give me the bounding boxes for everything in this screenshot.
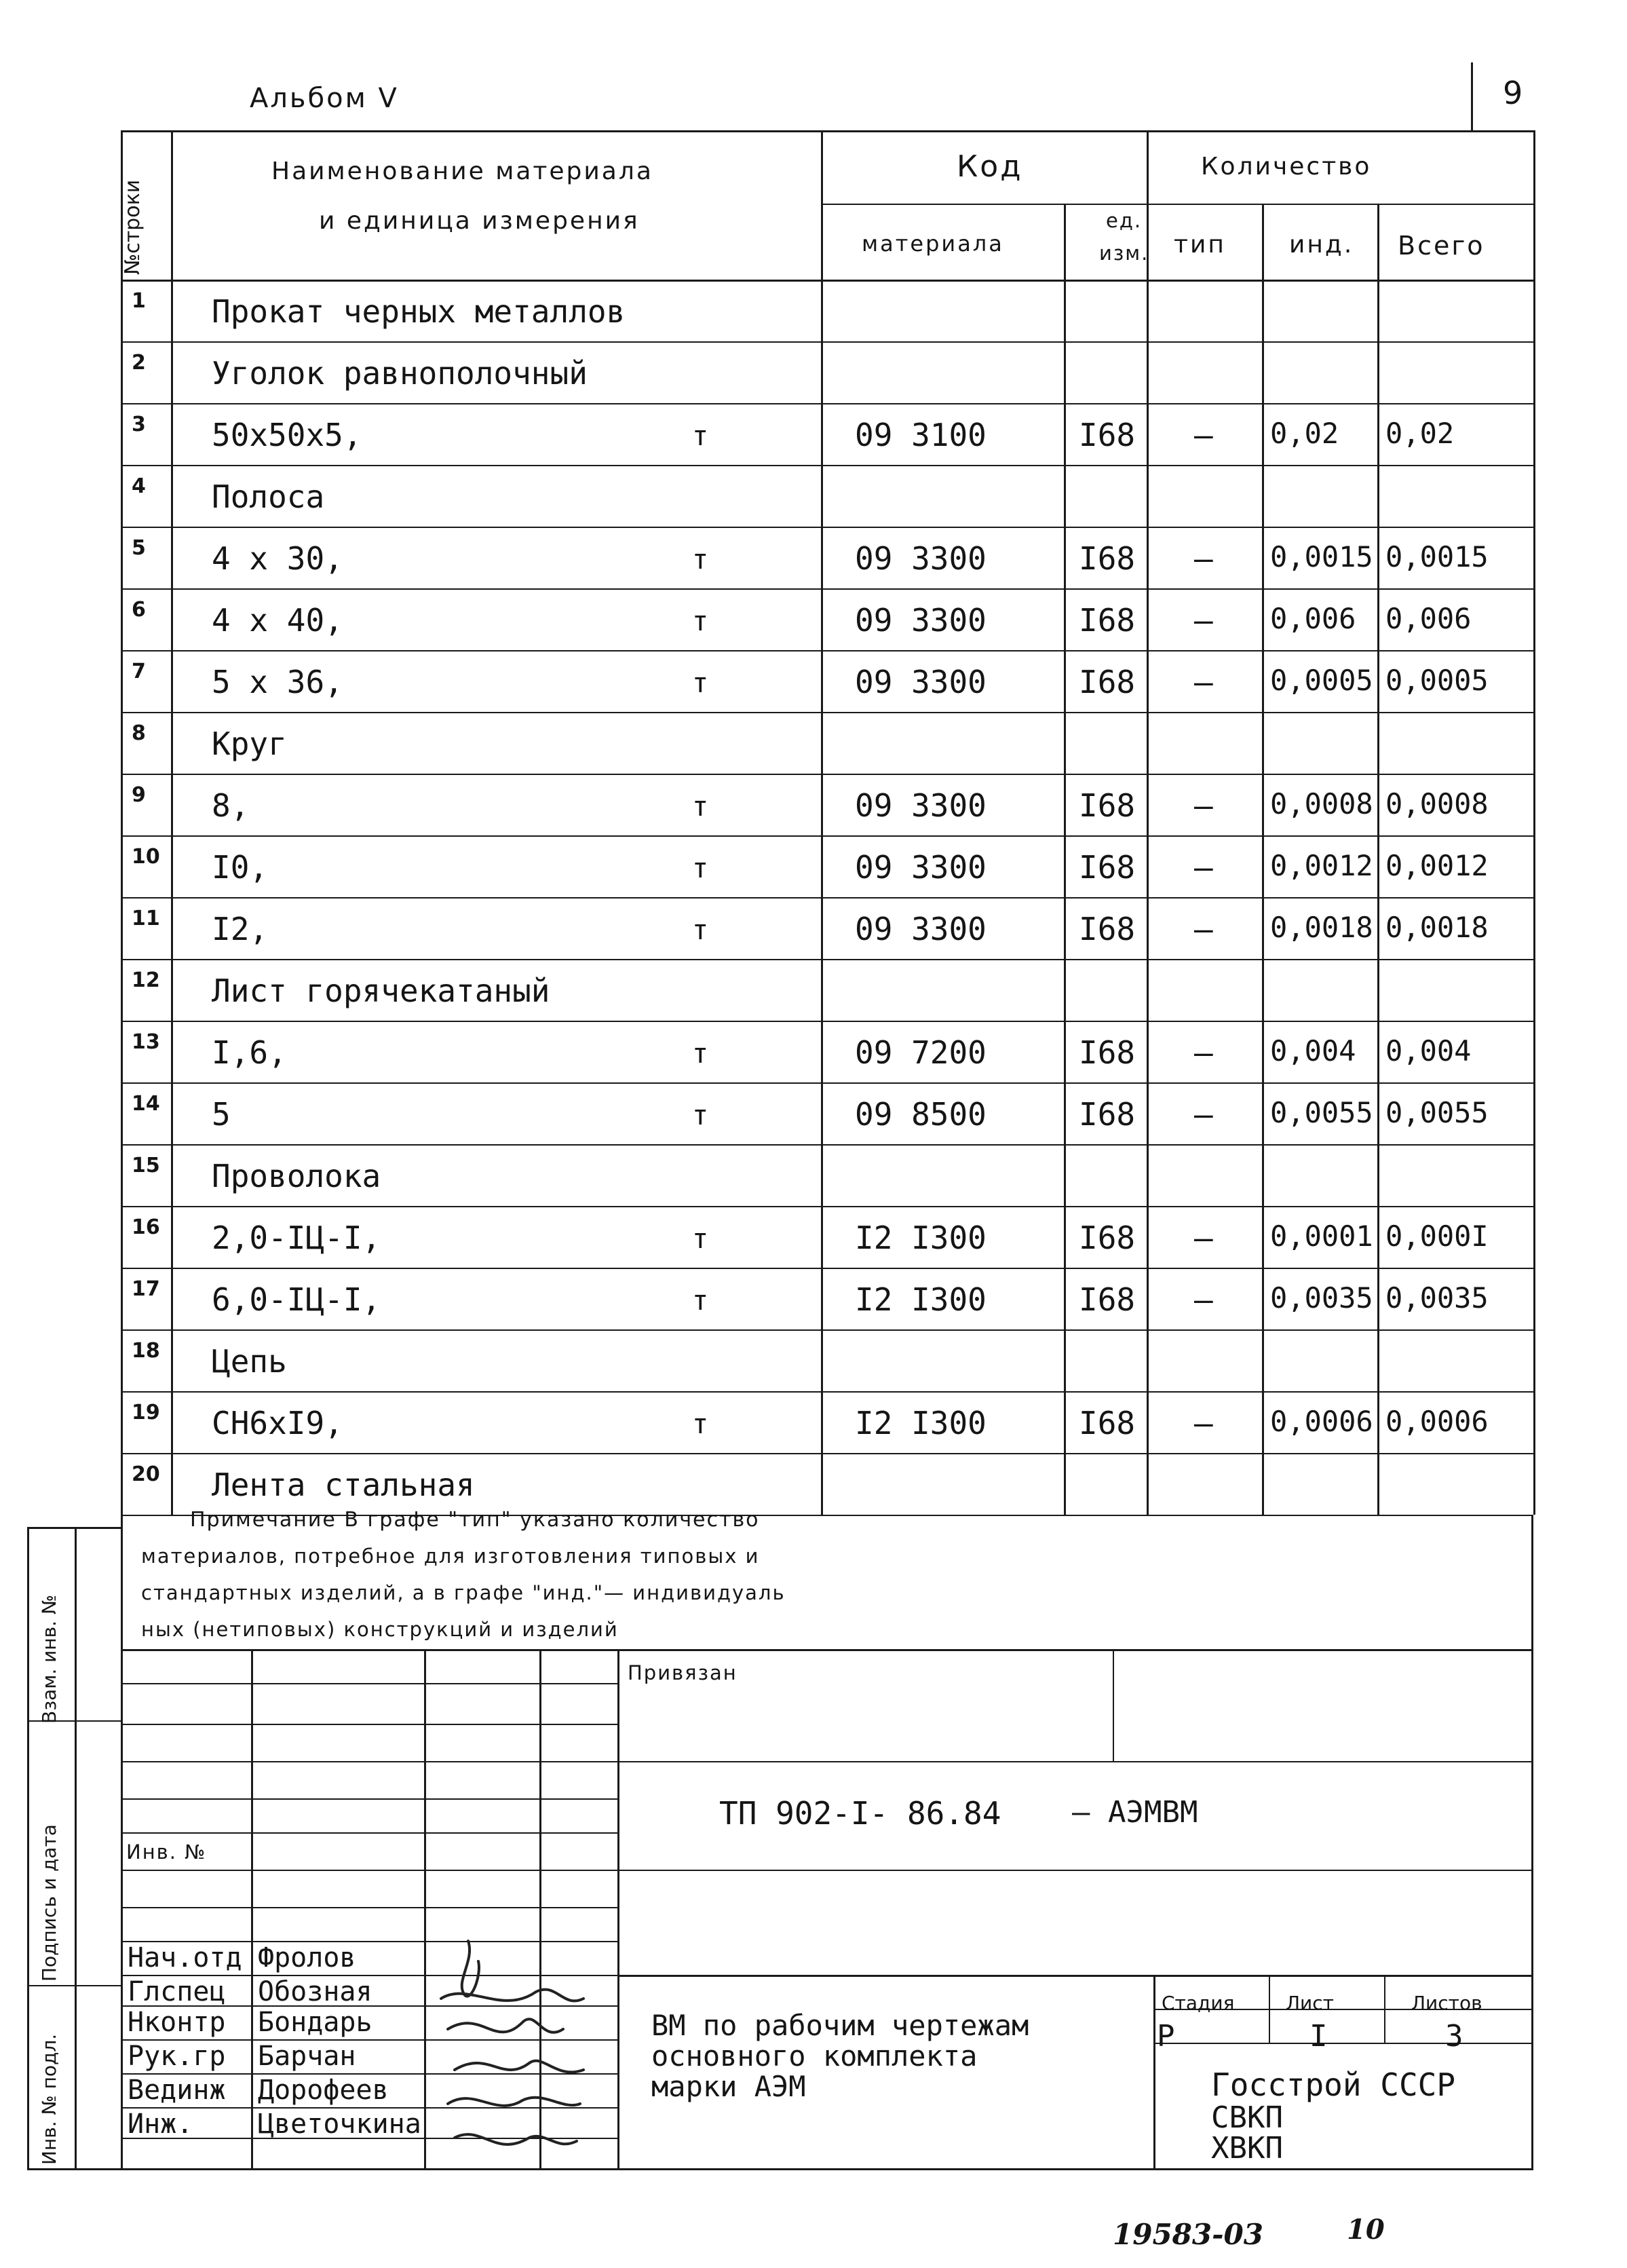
col-header-name-1: Наименование материала xyxy=(271,157,653,185)
material-unit: т xyxy=(692,1285,709,1317)
qty-ind: 0,0035 xyxy=(1270,1281,1373,1315)
unit-code: I68 xyxy=(1079,1220,1136,1256)
material-name: I2, xyxy=(212,911,269,947)
table-row-rule xyxy=(121,1329,1533,1331)
qty-total: 0,0015 xyxy=(1385,540,1489,573)
material-unit: т xyxy=(692,544,709,575)
stamp-title-1: ВМ по рабочим чертежам xyxy=(651,2009,1029,2042)
stamp-bottom-border xyxy=(121,2168,1533,2170)
stamp-title-3: марки АЭМ xyxy=(651,2070,806,2103)
stamp-row-rule xyxy=(121,1761,617,1762)
stamp-right-border xyxy=(1531,1515,1533,2168)
material-name: 8, xyxy=(212,787,250,824)
qty-ind: 0,02 xyxy=(1270,417,1339,450)
signature-role: Нконтр xyxy=(128,2007,226,2038)
unit-code: I68 xyxy=(1079,1096,1136,1133)
side-strip-rule-2 xyxy=(27,1985,121,1986)
material-name: 4 x 30, xyxy=(212,540,343,577)
table-column-rule xyxy=(1064,204,1066,1515)
material-name: Проволока xyxy=(212,1158,381,1194)
stamp-stage-col-2 xyxy=(1384,1975,1385,2043)
col-header-quantity: Количество xyxy=(1201,153,1372,181)
table-row-rule xyxy=(121,774,1533,775)
footer-archive-number: 19583-03 xyxy=(1113,2218,1263,2251)
qty-type: – xyxy=(1194,911,1213,947)
stamp-doc-code: ТП 902-I- 86.84 xyxy=(719,1795,1001,1832)
qty-total: 0,000I xyxy=(1385,1220,1489,1253)
table-column-rule xyxy=(1377,204,1379,1515)
row-number: 2 xyxy=(132,351,146,375)
stamp-row-rule xyxy=(121,1798,617,1800)
stamp-inv-label: Инв. № xyxy=(126,1840,207,1864)
row-number: 5 xyxy=(132,536,146,560)
qty-total: 0,0008 xyxy=(1385,787,1489,820)
side-label-inv-orig: Инв. № подл. xyxy=(38,2033,60,2165)
material-name: Прокат черных металлов xyxy=(212,293,626,330)
col-header-qty-type: тип xyxy=(1174,231,1226,259)
qty-total: 0,0035 xyxy=(1385,1281,1489,1315)
material-unit: т xyxy=(692,1409,709,1440)
side-label-signature-date: Подпись и дата xyxy=(38,1824,60,1982)
table-row-rule xyxy=(121,712,1533,713)
material-name: 2,0-IЦ-I, xyxy=(212,1220,381,1256)
row-number: 13 xyxy=(132,1030,160,1054)
material-unit: т xyxy=(692,1100,709,1131)
table-row-rule xyxy=(121,650,1533,651)
qty-ind: 0,0012 xyxy=(1270,849,1373,882)
row-number: 12 xyxy=(132,968,160,992)
table-column-rule xyxy=(171,130,173,1515)
row-number: 4 xyxy=(132,474,146,498)
stamp-title-2: основного комплекта xyxy=(651,2039,978,2073)
signature-name: Бондарь xyxy=(258,2007,372,2038)
material-code: I2 I300 xyxy=(855,1220,987,1256)
unit-code: I68 xyxy=(1079,1034,1136,1071)
signature-role: Глспец xyxy=(128,1976,226,2007)
table-column-rule xyxy=(1533,130,1535,1515)
material-code: I2 I300 xyxy=(855,1281,987,1318)
table-row-rule xyxy=(121,403,1533,404)
row-number: 18 xyxy=(132,1339,160,1363)
material-unit: т xyxy=(692,853,709,884)
table-top-border xyxy=(121,130,1533,132)
material-name: 5 x 36, xyxy=(212,664,343,700)
table-row-rule xyxy=(121,1391,1533,1393)
qty-type: – xyxy=(1194,1220,1213,1256)
signature-name: Фролов xyxy=(258,1942,356,1973)
qty-ind: 0,0015 xyxy=(1270,540,1373,573)
note-bottom-rule xyxy=(121,1649,1533,1651)
material-code: I2 I300 xyxy=(855,1405,987,1441)
material-code: 09 3300 xyxy=(855,602,987,639)
material-name: 4 x 40, xyxy=(212,602,343,639)
material-name: Круг xyxy=(212,725,287,762)
stamp-title-divider xyxy=(1153,1975,1155,2168)
col-header-unit-1: ед. xyxy=(1106,209,1143,232)
signature-name: Барчан xyxy=(258,2041,356,2072)
table-row-rule xyxy=(121,1453,1533,1454)
qty-ind: 0,006 xyxy=(1270,602,1356,635)
unit-code: I68 xyxy=(1079,664,1136,700)
col-header-name-2: и единица измерения xyxy=(319,207,640,235)
qty-type: – xyxy=(1194,540,1213,577)
qty-total: 0,0018 xyxy=(1385,911,1489,944)
side-strip-top xyxy=(27,1527,121,1529)
note-line-2: материалов, потребное для изготовления типовых и xyxy=(141,1545,760,1568)
qty-type: – xyxy=(1194,1405,1213,1441)
qty-type: – xyxy=(1194,1281,1213,1318)
stamp-row-rule xyxy=(121,1832,617,1834)
table-row-rule xyxy=(121,1206,1533,1207)
stamp-rule-title-top xyxy=(617,1975,1533,1977)
qty-type: – xyxy=(1194,664,1213,700)
row-number: 6 xyxy=(132,598,146,622)
row-number: 20 xyxy=(132,1462,160,1486)
table-row-rule xyxy=(121,1268,1533,1269)
signature-role: Инж. xyxy=(128,2109,193,2140)
qty-total: 0,0012 xyxy=(1385,849,1489,882)
note-line-1: Примечание В графе "тип" указано количество xyxy=(190,1508,760,1532)
material-code: 09 3300 xyxy=(855,787,987,824)
stamp-column-rule xyxy=(617,1649,619,2168)
side-label-replace-inv: Взам. инв. № xyxy=(38,1594,60,1724)
material-name: 6,0-IЦ-I, xyxy=(212,1281,381,1318)
header-bottom-rule xyxy=(121,280,1533,282)
material-name: I,6, xyxy=(212,1034,287,1071)
stamp-sheets-label: Листов xyxy=(1411,1992,1482,2014)
qty-ind: 0,0005 xyxy=(1270,664,1373,697)
unit-code: I68 xyxy=(1079,540,1136,577)
qty-ind: 0,0018 xyxy=(1270,911,1373,944)
qty-type: – xyxy=(1194,1034,1213,1071)
stamp-org-3: ХВКП xyxy=(1211,2131,1283,2166)
material-name: Лента стальная xyxy=(212,1467,475,1503)
page-number: 9 xyxy=(1503,75,1523,111)
stamp-left-border xyxy=(121,1649,123,2168)
material-unit: т xyxy=(692,1224,709,1255)
stamp-sheets-value: 3 xyxy=(1445,2019,1463,2054)
qty-type: – xyxy=(1194,602,1213,639)
qty-total: 0,0006 xyxy=(1385,1405,1489,1438)
qty-ind: 0,004 xyxy=(1270,1034,1356,1067)
stamp-stage-col-1 xyxy=(1269,1975,1270,2043)
material-unit: т xyxy=(692,421,709,452)
signature-name: Обозная xyxy=(258,1976,372,2007)
signature-name: Дорофеев xyxy=(258,2075,389,2106)
table-row-rule xyxy=(121,835,1533,837)
table-row-rule xyxy=(121,959,1533,960)
qty-total: 0,02 xyxy=(1385,417,1455,450)
material-code: 09 3300 xyxy=(855,849,987,886)
row-number: 19 xyxy=(132,1401,160,1424)
qty-type: – xyxy=(1194,787,1213,824)
table-row-rule xyxy=(121,341,1533,343)
qty-total: 0,0055 xyxy=(1385,1096,1489,1129)
col-header-rownum: №строки xyxy=(121,179,145,275)
qty-type: – xyxy=(1194,849,1213,886)
qty-type: – xyxy=(1194,417,1213,453)
signature-name: Цветочкина xyxy=(258,2109,421,2140)
footer-page-ref: 10 xyxy=(1347,2214,1385,2246)
table-column-rule xyxy=(121,130,123,1515)
table-row-rule xyxy=(121,588,1533,590)
stamp-column-rule xyxy=(424,1649,426,2168)
row-number: 8 xyxy=(132,721,146,745)
stamp-org-2: СВКП xyxy=(1211,2100,1283,2135)
side-strip-bottom xyxy=(27,2168,121,2170)
signature-role: Нач.отд xyxy=(128,1942,242,1973)
page-number-divider xyxy=(1471,62,1473,130)
signature-role: Рук.гр xyxy=(128,2041,226,2072)
row-number: 16 xyxy=(132,1215,160,1239)
material-code: 09 3300 xyxy=(855,540,987,577)
note-line-4: ных (нетиповых) конструкций и изделий xyxy=(141,1618,619,1641)
material-name: CH6xI9, xyxy=(212,1405,343,1441)
unit-code: I68 xyxy=(1079,417,1136,453)
material-name: Цепь xyxy=(212,1343,287,1380)
table-row-rule xyxy=(121,1144,1533,1146)
stamp-doc-mark: – АЭМВМ xyxy=(1072,1795,1198,1830)
stamp-rule-code-top xyxy=(617,1761,1533,1762)
row-number: 9 xyxy=(132,783,146,807)
col-header-qty-total: Всего xyxy=(1398,231,1485,261)
row-number: 7 xyxy=(132,660,146,683)
row-number: 14 xyxy=(132,1092,160,1116)
material-name: 5 xyxy=(212,1096,231,1133)
row-number: 1 xyxy=(132,289,146,313)
qty-ind: 0,0001 xyxy=(1270,1220,1373,1253)
material-name: Уголок равнополочный xyxy=(212,355,588,392)
stamp-stage-rule-2 xyxy=(1153,2043,1533,2044)
table-row-rule xyxy=(121,527,1533,528)
qty-total: 0,004 xyxy=(1385,1034,1472,1067)
material-code: 09 3300 xyxy=(855,664,987,700)
material-code: 09 8500 xyxy=(855,1096,987,1133)
row-number: 3 xyxy=(132,413,146,436)
material-code: 09 3300 xyxy=(855,911,987,947)
material-name: 50x50x5, xyxy=(212,417,362,453)
note-line-3: стандартных изделий, а в графе "инд."— индивидуаль xyxy=(141,1581,786,1604)
row-number: 11 xyxy=(132,907,160,930)
stamp-rule-code-bottom xyxy=(617,1870,1533,1871)
row-number: 17 xyxy=(132,1277,160,1301)
material-name: Лист горячекатаный xyxy=(212,972,550,1009)
qty-type: – xyxy=(1194,1096,1213,1133)
album-title: Альбом V xyxy=(250,83,399,114)
qty-ind: 0,0055 xyxy=(1270,1096,1373,1129)
note-left-border xyxy=(121,1515,123,1649)
table-row-rule xyxy=(121,465,1533,466)
qty-total: 0,0005 xyxy=(1385,664,1489,697)
unit-code: I68 xyxy=(1079,1405,1136,1441)
privyazan-divider xyxy=(1113,1649,1114,1761)
unit-code: I68 xyxy=(1079,602,1136,639)
table-row-rule xyxy=(121,1021,1533,1022)
table-column-rule xyxy=(821,130,823,1515)
material-unit: т xyxy=(692,1038,709,1070)
material-unit: т xyxy=(692,668,709,699)
stamp-row-rule xyxy=(121,1724,617,1725)
material-name: Полоса xyxy=(212,478,325,515)
row-number: 15 xyxy=(132,1154,160,1177)
material-name: I0, xyxy=(212,849,269,886)
col-header-qty-ind: инд. xyxy=(1289,231,1354,259)
col-header-code-material: материала xyxy=(862,231,1004,257)
table-column-rule xyxy=(1147,130,1149,1515)
stamp-sheet-label: Лист xyxy=(1286,1992,1334,2014)
qty-ind: 0,0008 xyxy=(1270,787,1373,820)
unit-code: I68 xyxy=(1079,849,1136,886)
stamp-column-rule xyxy=(251,1649,253,2168)
table-row-rule xyxy=(121,1082,1533,1084)
material-unit: т xyxy=(692,791,709,823)
material-unit: т xyxy=(692,915,709,946)
col-header-code: Код xyxy=(957,149,1023,184)
col-header-unit-2: изм. xyxy=(1099,242,1149,265)
qty-total: 0,006 xyxy=(1385,602,1472,635)
qty-ind: 0,0006 xyxy=(1270,1405,1373,1438)
stamp-org-1: Госстрой СССР xyxy=(1211,2066,1456,2103)
stamp-row-rule xyxy=(121,1907,617,1908)
side-strip-inner xyxy=(75,1527,77,2168)
signature-role: Вединж xyxy=(128,2075,226,2106)
side-strip-left xyxy=(27,1527,29,2168)
unit-code: I68 xyxy=(1079,787,1136,824)
unit-code: I68 xyxy=(1079,1281,1136,1318)
table-row-rule xyxy=(121,897,1533,899)
material-code: 09 3100 xyxy=(855,417,987,453)
stamp-privyazan-label: Привязан xyxy=(628,1661,738,1684)
material-code: 09 7200 xyxy=(855,1034,987,1071)
stamp-stage-label: Стадия xyxy=(1162,1992,1235,2014)
stamp-row-rule xyxy=(121,1870,617,1871)
unit-code: I68 xyxy=(1079,911,1136,947)
stamp-sheet-value: I xyxy=(1309,2019,1328,2054)
row-number: 10 xyxy=(132,845,160,869)
header-mid-rule xyxy=(821,204,1533,205)
stamp-row-rule xyxy=(121,1683,617,1684)
material-unit: т xyxy=(692,606,709,637)
handwritten-signatures xyxy=(427,1934,590,2178)
table-column-rule xyxy=(1262,204,1264,1515)
stamp-stage-value: Р xyxy=(1157,2019,1175,2054)
